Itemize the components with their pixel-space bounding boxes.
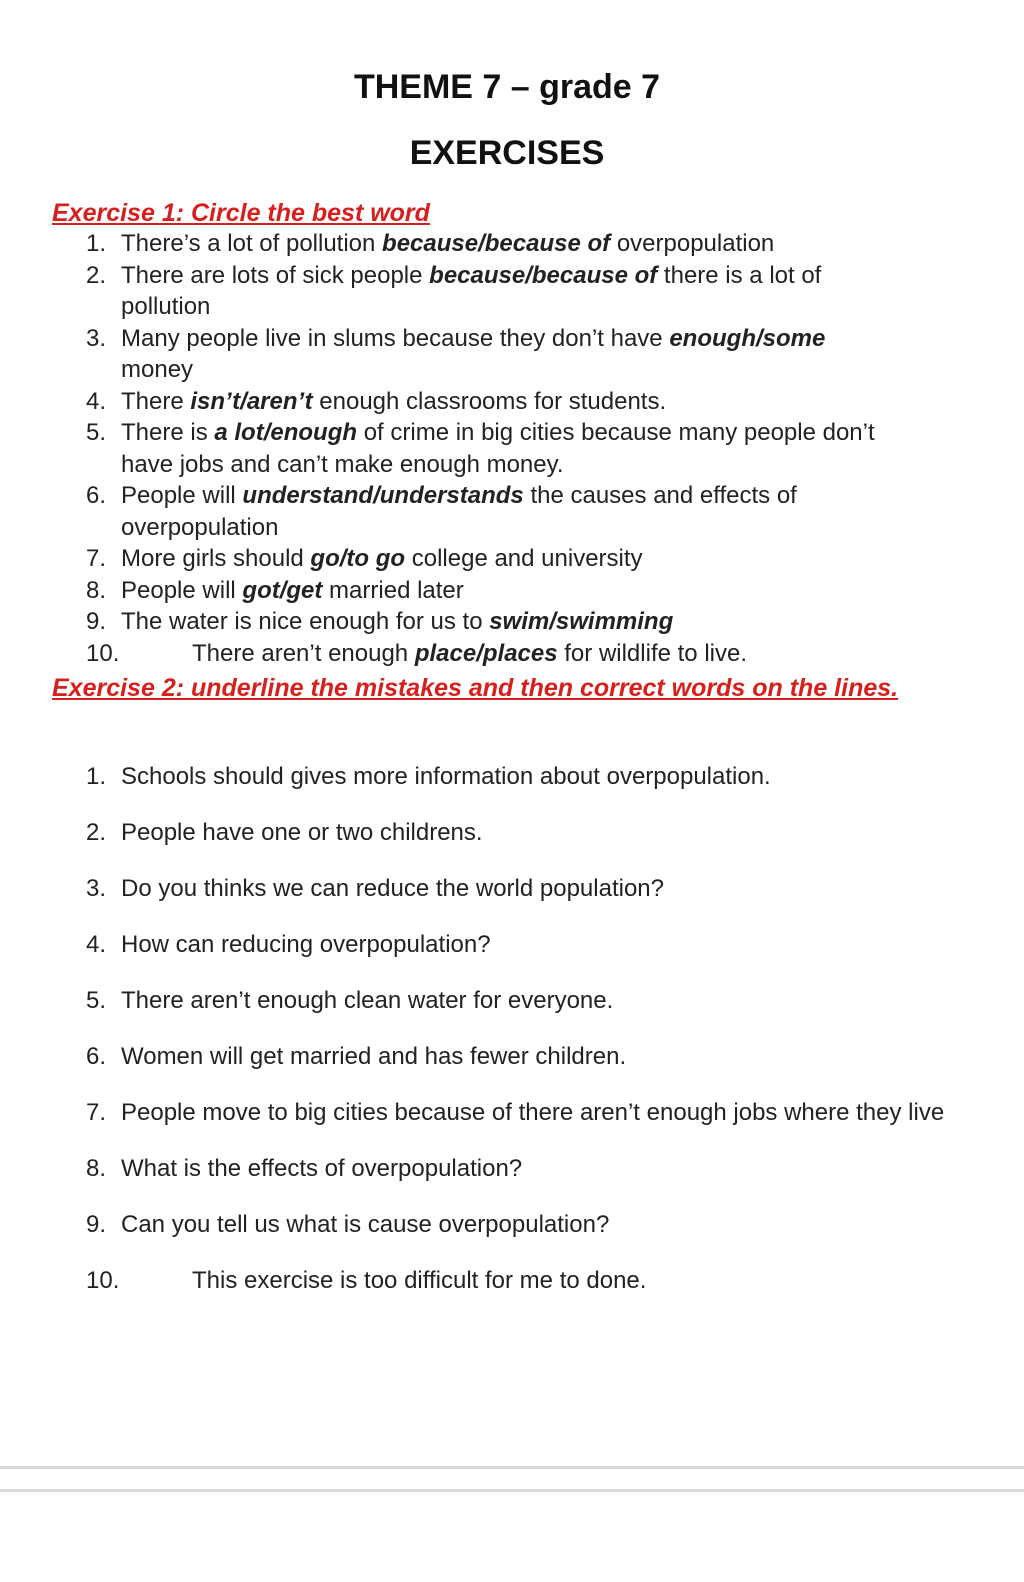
item-number: 6. xyxy=(86,482,107,509)
word-choice[interactable]: swim/swimming xyxy=(489,608,674,635)
item-text: The water is nice enough for us to swim/swimming xyxy=(121,608,674,635)
exercise-1-item xyxy=(0,228,960,260)
item-number: 2. xyxy=(86,819,107,846)
page-title: THEME 7 – grade 7 xyxy=(353,68,661,106)
exercise-1-item xyxy=(0,638,960,670)
item-text: There aren’t enough clean water for everyone. xyxy=(121,987,614,1014)
exercise-1-item xyxy=(0,543,960,575)
exercise-2-item xyxy=(0,1207,1000,1243)
word-choice[interactable]: place/places xyxy=(414,639,558,667)
item-text: There is a lot/enough of crime in big cities because many people don’t have jobs and can’t make enough money. xyxy=(121,419,875,478)
item-number: 3. xyxy=(86,324,107,352)
exercise-2-item xyxy=(0,1263,1000,1299)
exercise-1-item xyxy=(0,323,960,386)
item-number: 2. xyxy=(86,261,107,289)
item-number: 5. xyxy=(86,987,107,1014)
item-number: 10. xyxy=(86,1267,120,1294)
exercise-2-item xyxy=(0,759,1000,795)
exercise-1-item xyxy=(0,260,960,323)
exercise-2-item xyxy=(0,871,1000,907)
item-text: Schools should gives more information about overpopulation. xyxy=(121,763,771,790)
word-choice[interactable]: go/to go xyxy=(310,545,406,572)
word-choice[interactable]: because/because of xyxy=(382,230,611,257)
item-number: 10. xyxy=(86,639,120,667)
item-text: There isn’t/aren’t enough classrooms for students. xyxy=(121,387,667,415)
item-text: More girls should go/to go college and university xyxy=(121,545,643,572)
word-choice[interactable]: got/get xyxy=(242,576,323,604)
exercise-1-list xyxy=(0,228,960,669)
exercise-2-item xyxy=(0,1151,1000,1187)
word-choice[interactable]: isn’t/aren’t xyxy=(190,387,313,415)
exercise-2-heading: Exercise 2: underline the mistakes and then correct words on the lines. xyxy=(52,674,899,702)
exercise-2-item xyxy=(0,927,1000,963)
exercise-2-item xyxy=(0,1039,1000,1075)
word-choice[interactable]: enough/some xyxy=(669,324,826,352)
exercise-2-item xyxy=(0,815,1000,851)
item-number: 4. xyxy=(86,387,107,415)
item-text: Women will get married and has fewer children. xyxy=(121,1043,627,1070)
exercise-2-item xyxy=(0,983,1000,1019)
item-number: 1. xyxy=(86,230,107,257)
item-number: 9. xyxy=(86,608,107,635)
exercise-1-item xyxy=(0,480,960,543)
exercise-2-list xyxy=(0,759,1000,1319)
item-number: 8. xyxy=(86,576,107,604)
item-text: Do you thinks we can reduce the world population? xyxy=(121,875,664,902)
item-text: There are lots of sick people because/because of there is a lot of pollution xyxy=(121,261,822,320)
item-number: 1. xyxy=(86,763,107,790)
item-number: 9. xyxy=(86,1211,107,1238)
exercise-1-heading: Exercise 1: Circle the best word xyxy=(52,199,430,227)
item-text: People will understand/understands the causes and effects of overpopulation xyxy=(121,482,797,541)
item-text: Can you tell us what is cause overpopulation? xyxy=(121,1211,610,1238)
item-text: People move to big cities because of there aren’t enough jobs where they live xyxy=(121,1099,945,1126)
item-text: This exercise is too difficult for me to done. xyxy=(192,1267,647,1294)
exercise-2-item xyxy=(0,1095,1000,1131)
item-number: 4. xyxy=(86,931,107,958)
item-number: 5. xyxy=(86,419,107,446)
word-choice[interactable]: because/because of xyxy=(429,261,658,289)
page-divider xyxy=(0,1466,1024,1469)
page-divider xyxy=(0,1489,1024,1492)
item-number: 8. xyxy=(86,1155,107,1182)
item-number: 6. xyxy=(86,1043,107,1070)
item-text: There aren’t enough place/places for wildlife to live. xyxy=(192,639,747,667)
exercise-1-item xyxy=(0,417,960,480)
item-text: People have one or two childrens. xyxy=(121,819,483,846)
item-text: People will got/get married later xyxy=(121,576,464,604)
item-text: What is the effects of overpopulation? xyxy=(121,1155,523,1182)
exercise-1-item xyxy=(0,606,960,638)
item-text: Many people live in slums because they don’t have enough/some money xyxy=(121,324,826,383)
exercise-1-item xyxy=(0,386,960,418)
word-choice[interactable]: understand/understands xyxy=(242,482,524,509)
page-subtitle: EXERCISES xyxy=(409,134,605,172)
item-text: How can reducing overpopulation? xyxy=(121,931,491,958)
exercise-1-item xyxy=(0,575,960,607)
word-choice[interactable]: a lot/enough xyxy=(214,419,358,446)
item-text: There’s a lot of pollution because/because of overpopulation xyxy=(121,230,775,257)
item-number: 7. xyxy=(86,545,107,572)
item-number: 3. xyxy=(86,875,107,902)
item-number: 7. xyxy=(86,1099,107,1126)
